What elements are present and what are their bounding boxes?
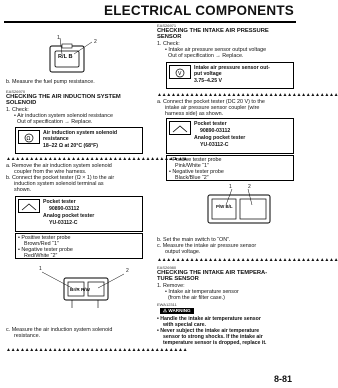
step-text: a. Connect the pocket tester (DC 20 V) to the <box>157 99 265 105</box>
section-code: EAS26980 <box>157 265 177 270</box>
step-text: 1. Check: <box>157 41 180 47</box>
section-code: EAS26971 <box>157 23 177 28</box>
section-title: CHECKING THE AIR INDUCTION SYSTEM <box>6 94 121 100</box>
tool-icon <box>18 199 40 213</box>
section-title: CHECKING THE INTAKE AIR PRESSURE <box>157 28 269 34</box>
tool-name: Pocket tester <box>194 121 227 127</box>
spec-line: put voltage <box>194 71 222 77</box>
probe-text: Black/Blue “2” <box>175 175 209 181</box>
fig3-callout-2: 2 <box>248 184 251 190</box>
warning-text: temperature sensor is dropped, replace it. <box>163 340 267 346</box>
spec-value: 3.75–4.25 V <box>194 78 222 84</box>
warning-code: EWA12311 <box>157 302 177 307</box>
step-text: b. Connect the pocket tester (Ω × 1) to the air <box>6 175 115 181</box>
tool-name: Pocket tester <box>43 199 76 205</box>
tool-part-number: YU-03112-C <box>200 142 229 148</box>
step-text: c. Measure the intake air pressure sensor <box>157 243 257 249</box>
ohm-meter-icon <box>18 130 40 144</box>
step-text: c. Measure the air induction system solenoid <box>6 327 113 333</box>
spec-box-solenoid <box>15 127 143 154</box>
tool-part-number: YU-03112-C <box>49 220 78 226</box>
svg-text:V: V <box>178 71 182 77</box>
spec-value: 18–22 Ω at 20°C (68°F) <box>43 143 99 149</box>
tool-part-number: 90890-03112 <box>49 206 80 212</box>
fuel-pump-coupler-figure <box>40 30 110 80</box>
procedure-start-divider: ▲▲▲▲▲▲▲▲▲▲▲▲▲▲▲▲▲▲▲▲▲▲▲▲▲▲▲▲▲▲▲▲▲▲▲▲▲▲▲ <box>6 156 188 162</box>
step-text: intake air pressure sensor coupler (wire <box>165 105 260 111</box>
spec-line: Intake air pressure sensor out- <box>194 65 270 71</box>
probe-box-left <box>15 233 143 259</box>
voltmeter-icon <box>169 65 191 79</box>
procedure-start-divider: ▲▲▲▲▲▲▲▲▲▲▲▲▲▲▲▲▲▲▲▲▲▲▲▲▲▲▲▲▲▲▲▲▲▲▲▲▲▲▲ <box>157 92 338 98</box>
procedure-end-divider: ▲▲▲▲▲▲▲▲▲▲▲▲▲▲▲▲▲▲▲▲▲▲▲▲▲▲▲▲▲▲▲▲▲▲▲▲▲▲▲ <box>6 347 188 353</box>
tool-part-number: 90890-03112 <box>200 128 231 134</box>
warning-triangle-icon: ⚠ <box>163 308 169 313</box>
page-header-title: ELECTRICAL COMPONENTS <box>104 3 294 18</box>
spec-line: Air induction system solenoid <box>43 130 118 136</box>
warning-text: sensor to strong shocks. If the intake air <box>163 334 263 340</box>
section-title: SENSOR <box>157 34 182 40</box>
header-rule <box>4 21 296 23</box>
step-text: harness side) as shown. <box>165 111 224 117</box>
fig2-wire-label: Br/R R/W <box>70 287 90 292</box>
page-number: 8-81 <box>273 374 292 384</box>
svg-text:Ω: Ω <box>26 136 31 142</box>
probe-box-right <box>166 155 294 181</box>
fig2-callout-2: 2 <box>126 268 129 274</box>
step-bullet-cont: (from the air filter case.) <box>168 295 225 301</box>
step-bullet-cont: Out of specification → Replace. <box>17 119 93 125</box>
step-text: shown. <box>14 187 32 193</box>
tool-name: Analog pocket tester <box>194 135 246 141</box>
section-code: EAS26970 <box>6 89 26 94</box>
step-bullet-cont: Out of specification → Replace. <box>168 53 244 59</box>
probe-text: • Positive tester probe <box>18 235 71 241</box>
step-b-fuel-pump: b. Measure the fuel pump resistance. <box>6 79 95 85</box>
pressure-sensor-coupler-figure <box>200 183 284 235</box>
section-title: CHECKING THE INTAKE AIR TEMPERA- <box>157 270 268 276</box>
tool-box-right <box>166 118 294 154</box>
tool-icon <box>169 121 191 135</box>
spec-line: resistance <box>43 136 69 142</box>
tool-name: Analog pocket tester <box>43 213 95 219</box>
step-bullet: • Intake air temperature sensor <box>165 289 239 295</box>
step-text: b. Set the main switch to “ON”. <box>157 237 231 243</box>
step-text: resistance. <box>14 333 41 339</box>
section-title: TURE SENSOR <box>157 276 199 282</box>
step-text: 1. Check: <box>6 107 29 113</box>
step-text: 1. Remove: <box>157 283 185 289</box>
step-text: induction system solenoid terminal as <box>14 181 104 187</box>
fig1-callout-1: 1 <box>57 35 60 41</box>
step-text: coupler from the wire harness. <box>14 169 87 175</box>
warning-text: with special care. <box>163 322 206 328</box>
spec-box-pressure-sensor <box>166 62 294 89</box>
section-title: SOLENOID <box>6 100 37 106</box>
warning-badge <box>160 308 194 314</box>
probe-text: • Negative tester probe <box>169 169 224 175</box>
warning-label: WARNING <box>168 308 191 313</box>
warning-text: • Never subject the intake air temperature <box>157 328 260 334</box>
tool-box-left <box>15 196 143 232</box>
probe-text: • Negative tester probe <box>18 247 73 253</box>
fig1-callout-2: 2 <box>94 39 97 45</box>
step-text: output voltage. <box>165 249 201 255</box>
warning-text: • Handle the intake air temperature sensor <box>157 316 261 322</box>
fig3-wire-label: P/W B/L <box>216 204 233 209</box>
step-bullet: • Air induction system solenoid resistance <box>14 113 113 119</box>
probe-text: • Positive tester probe <box>169 157 222 163</box>
fig2-callout-1: 1 <box>39 266 42 272</box>
probe-text: Brown/Red “1” <box>24 241 59 247</box>
procedure-end-divider: ▲▲▲▲▲▲▲▲▲▲▲▲▲▲▲▲▲▲▲▲▲▲▲▲▲▲▲▲▲▲▲▲▲▲▲▲▲▲▲ <box>157 257 338 263</box>
probe-text: Red/White “2” <box>24 253 58 259</box>
fig3-callout-1: 1 <box>229 184 232 190</box>
fig1-wire-label: R/L B <box>58 54 73 60</box>
step-bullet: • Intake air pressure sensor output voltage <box>165 47 267 53</box>
probe-text: Pink/White “1” <box>175 163 209 169</box>
step-text: a. Remove the air induction system solenoid <box>6 163 112 169</box>
